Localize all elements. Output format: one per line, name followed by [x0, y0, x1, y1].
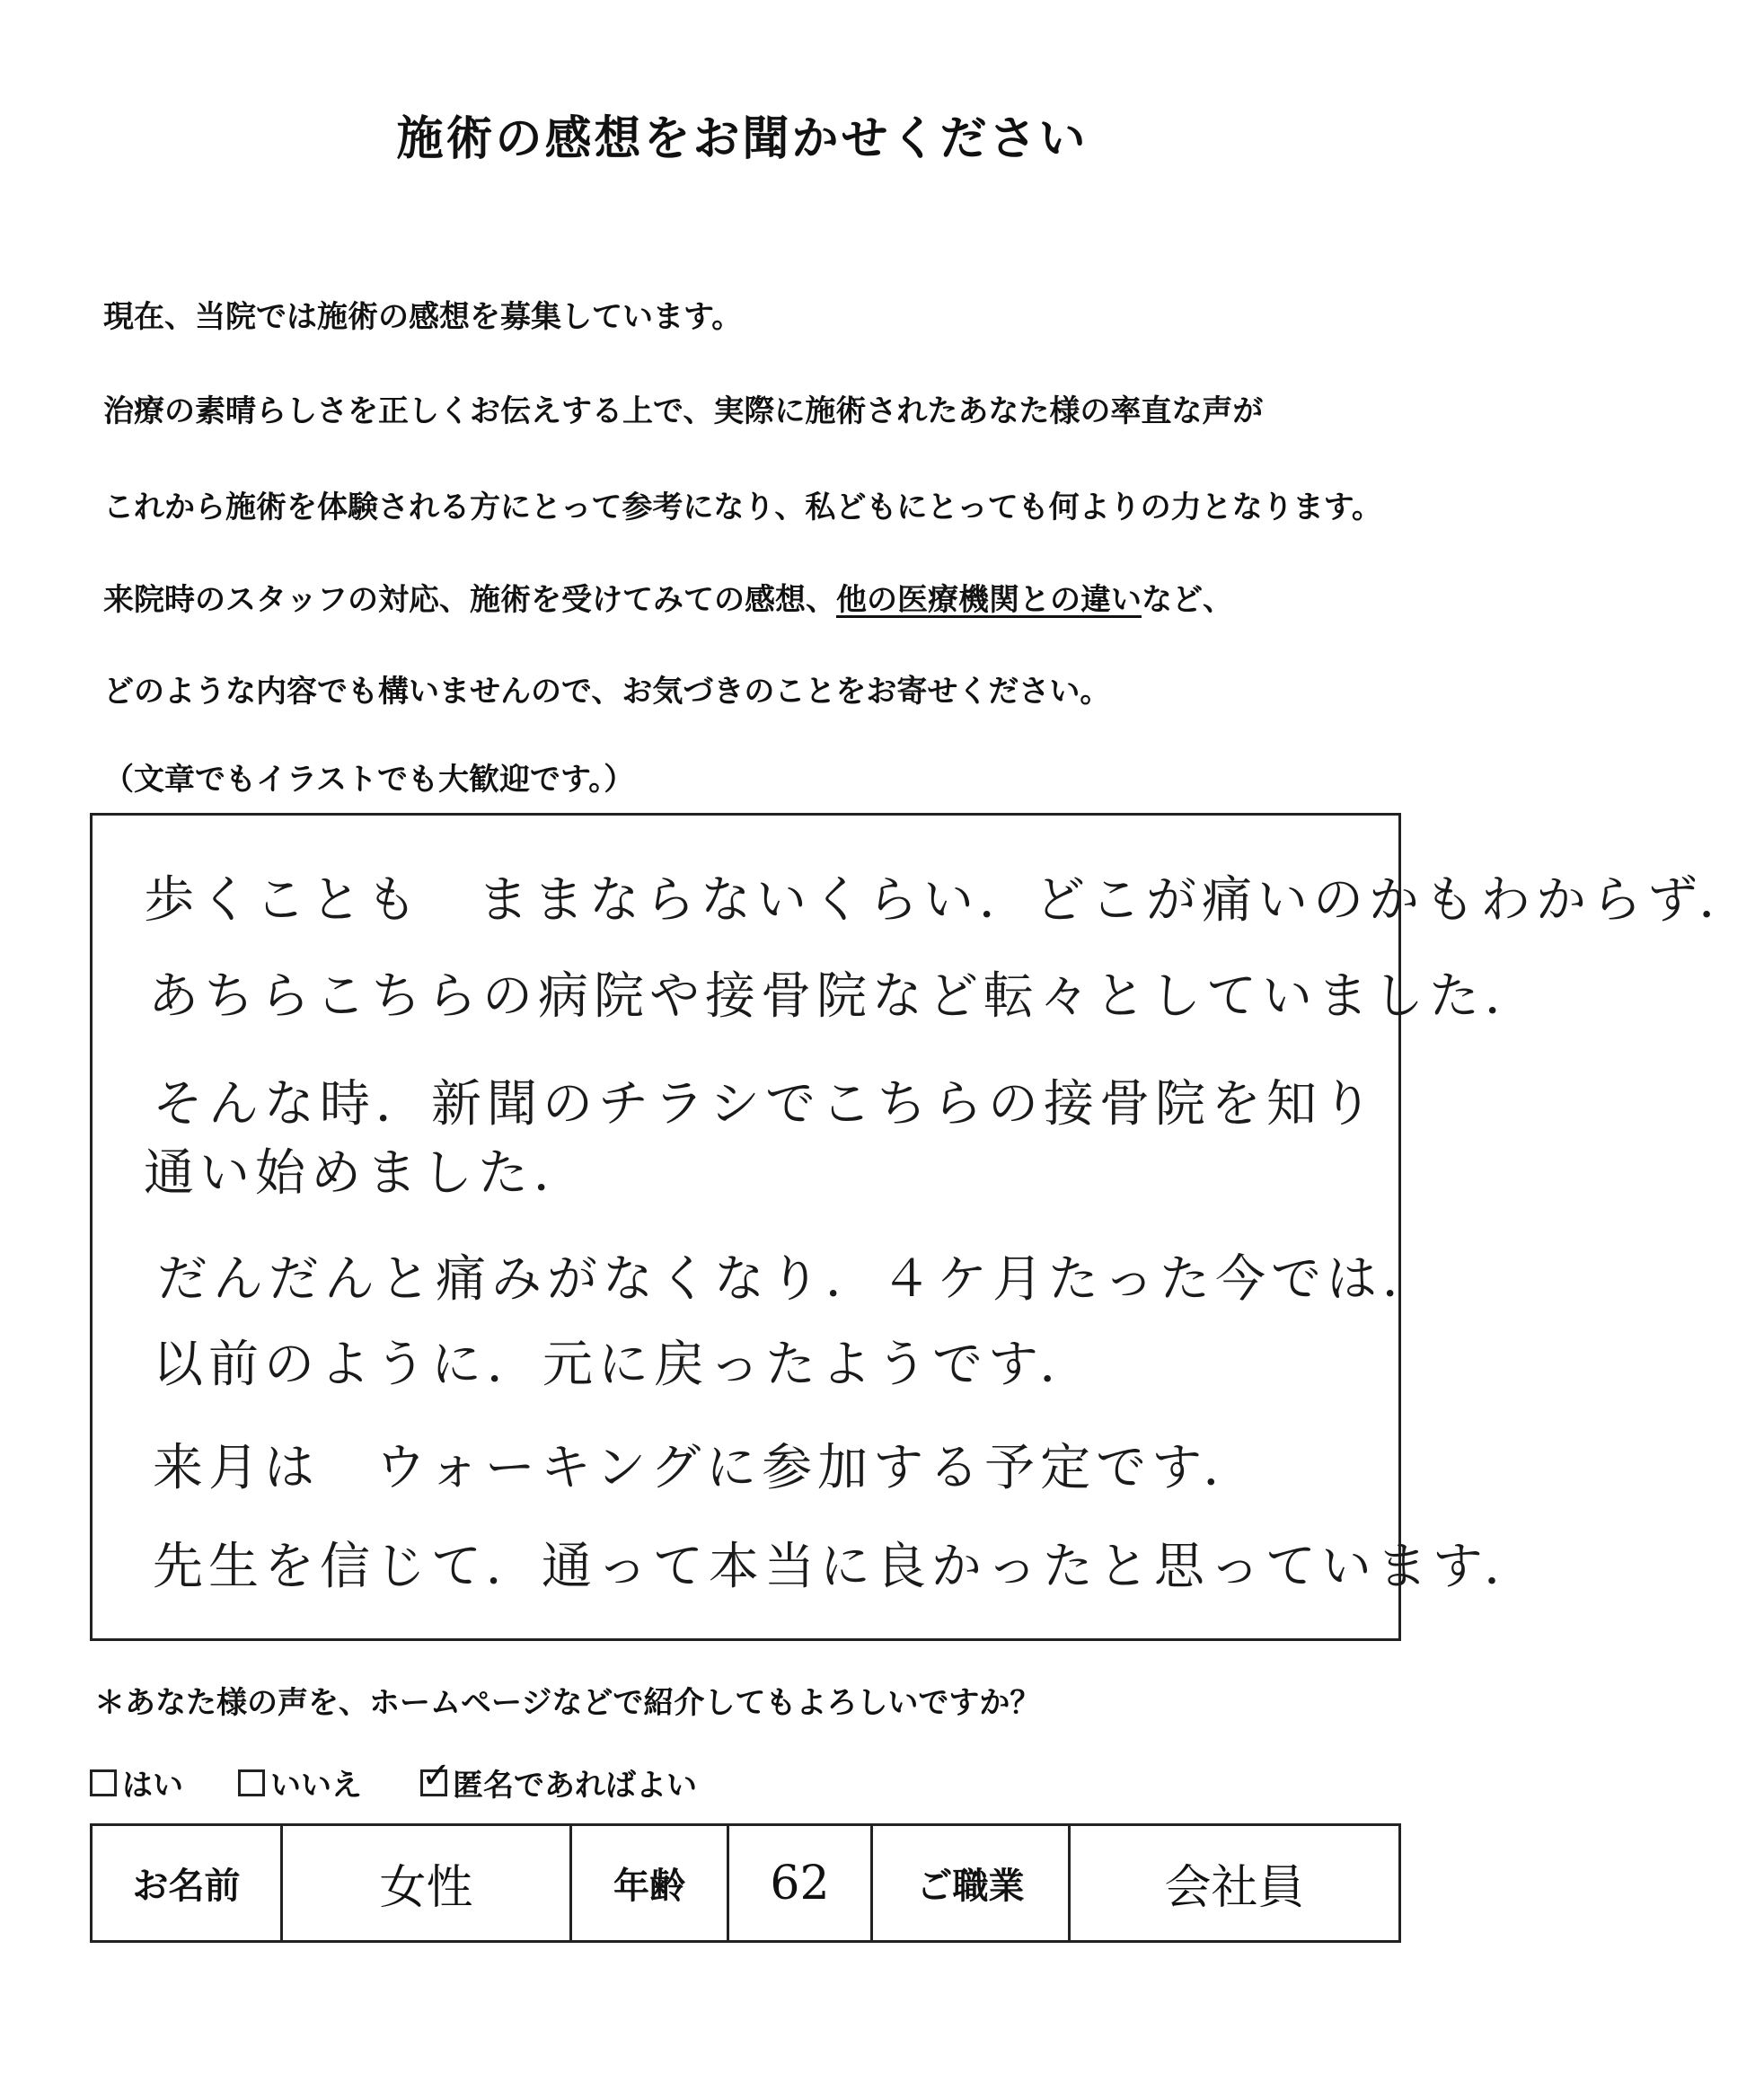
testimonial-line-8: 先生を信じて．通って本当に良かったと思っています．: [153, 1538, 1540, 1596]
respondent-info-table: [90, 1823, 1401, 1943]
testimonial-line-7: 来月は ウォーキングに参加する予定です．: [153, 1439, 1259, 1497]
job-label: ご職業: [873, 1826, 1071, 1940]
job-value[interactable]: 会社員: [1164, 1861, 1305, 1915]
age-value[interactable]: 62: [729, 1826, 873, 1940]
testimonial-line-1: 歩くことも ままならないくらい．どこが痛いのかもわからず．: [144, 871, 1755, 930]
checkbox-no[interactable]: [238, 1769, 265, 1796]
underlined-phrase: 他の医療機関との違い: [836, 582, 1142, 618]
option-yes-label: はい: [122, 1768, 183, 1804]
option-no[interactable]: [238, 1760, 362, 1804]
intro-line-4: [103, 575, 1233, 619]
intro-line-2: 治療の素晴らしさを正しくお伝えする上で、実際に施術されたあなた様の率直な声が: [103, 393, 1264, 429]
testimonial-line-2: あちらこちらの病院や接骨院など転々としていました．: [148, 967, 1540, 1026]
intro-line-6: （文章でもイラストでも大歓迎です。）: [103, 762, 635, 798]
intro-line-1: 現在、当院では施術の感想を募集しています。: [103, 299, 743, 335]
option-anonymous-label: 匿名であればよい: [453, 1768, 697, 1804]
option-no-label: いいえ: [270, 1768, 362, 1804]
option-yes[interactable]: [90, 1760, 183, 1804]
option-anonymous[interactable]: [420, 1754, 697, 1804]
intro-line-5: どのような内容でも構いませんので、お気づきのことをお寄せください。: [103, 674, 1111, 710]
testimonial-line-6: 以前のように．元に戻ったようです．: [153, 1336, 1096, 1394]
name-label: お名前: [93, 1826, 283, 1940]
testimonial-line-4: 通い始めました．: [144, 1144, 589, 1203]
checkbox-yes[interactable]: [90, 1769, 117, 1796]
checkbox-anonymous[interactable]: [420, 1754, 452, 1796]
check-mark-icon: ✓: [421, 1754, 452, 1796]
testimonial-line-5: だんだんと痛みがなくなり．４ケ月たった今では．: [157, 1250, 1438, 1309]
testimonial-box: [90, 813, 1401, 1641]
name-value[interactable]: 女性: [283, 1826, 572, 1940]
intro-line-4-text: 来院時のスタッフの対応、施術を受けてみての感想、: [103, 582, 836, 618]
intro-line-3: これから施術を体験される方にとって参考になり、私どもにとっても何よりの力となります。: [103, 490, 1382, 525]
testimonial-line-3: そんな時．新聞のチラシでこちらの接骨院を知り: [153, 1075, 1378, 1134]
consent-question: ＊あなた様の声を、ホームページなどで紹介してもよろしいですか？: [94, 1685, 1041, 1721]
intro-line-4-tail: など、: [1142, 582, 1233, 618]
page-title: 施術の感想をお聞かせください: [396, 112, 1089, 166]
age-label: 年齢: [572, 1826, 729, 1940]
